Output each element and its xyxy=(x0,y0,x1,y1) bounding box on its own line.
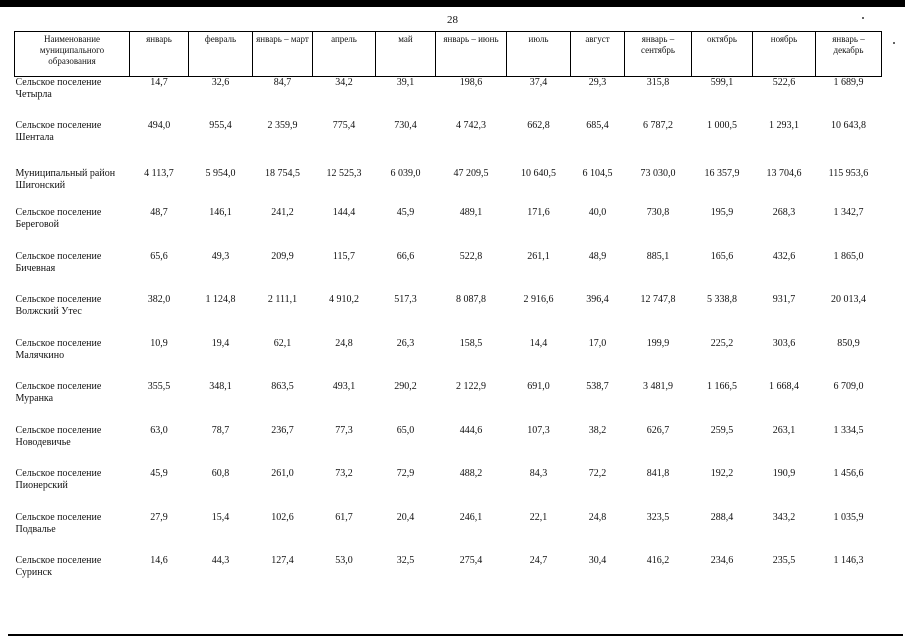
table-row xyxy=(15,338,882,382)
value-cell: 1 035,9 xyxy=(833,511,864,523)
value-cell: 62,1 xyxy=(273,337,292,349)
value-cell: 382,0 xyxy=(147,294,171,305)
column-header: январь xyxy=(130,32,189,77)
value-cell: 2 122,9 xyxy=(456,381,486,392)
value-cell: 1 146,3 xyxy=(833,555,864,566)
table-row xyxy=(15,164,882,208)
value-cell: 259,5 xyxy=(710,424,734,436)
table-row xyxy=(15,120,882,164)
value-cell: 40,0 xyxy=(588,207,607,218)
value-cell: 691,0 xyxy=(527,381,550,392)
value-cell: 863,5 xyxy=(271,381,294,392)
value-cell: 146,1 xyxy=(209,207,232,218)
value-cell: 20 013,4 xyxy=(831,294,866,305)
value-cell: 246,1 xyxy=(459,511,483,523)
value-cell: 17,0 xyxy=(588,337,607,349)
value-cell: 32,6 xyxy=(211,77,230,88)
value-cell: 209,9 xyxy=(271,250,294,262)
value-cell: 65,0 xyxy=(396,424,415,436)
value-cell: 6 787,2 xyxy=(643,120,673,131)
value-cell: 72,2 xyxy=(588,468,607,479)
row-name-cell: Сельское поселение Четырла xyxy=(15,77,102,100)
row-name-cell: Сельское поселение Волжский Утес xyxy=(15,294,102,317)
value-cell: 2 359,9 xyxy=(267,120,298,131)
value-cell: 261,1 xyxy=(527,250,550,262)
value-cell: 6 709,0 xyxy=(833,381,864,392)
value-cell: 199,9 xyxy=(646,337,670,349)
column-header: август xyxy=(571,32,625,77)
value-cell: 195,9 xyxy=(710,207,734,218)
value-cell: 190,9 xyxy=(772,468,796,479)
value-cell: 198,6 xyxy=(459,77,483,88)
value-cell: 61,7 xyxy=(335,511,353,523)
top-border xyxy=(0,0,905,7)
value-cell: 343,2 xyxy=(772,511,796,523)
value-cell: 494,0 xyxy=(147,120,171,131)
value-cell: 49,3 xyxy=(211,250,230,262)
row-name-cell: Сельское поселение Малячкино xyxy=(15,337,102,361)
value-cell: 48,7 xyxy=(150,207,168,218)
data-table xyxy=(14,31,882,599)
value-cell: 662,8 xyxy=(527,120,550,131)
value-cell: 14,7 xyxy=(150,77,168,88)
value-cell: 29,3 xyxy=(588,77,607,88)
value-cell: 10 640,5 xyxy=(521,167,556,179)
scan-speck xyxy=(862,17,864,19)
value-cell: 73 030,0 xyxy=(640,167,676,179)
value-cell: 2 916,6 xyxy=(523,294,554,305)
value-cell: 730,4 xyxy=(394,120,417,131)
value-cell: 931,7 xyxy=(772,294,796,305)
value-cell: 288,4 xyxy=(710,511,734,523)
value-cell: 53,0 xyxy=(335,555,353,566)
value-cell: 315,8 xyxy=(646,77,670,88)
value-cell: 538,7 xyxy=(586,381,609,392)
value-cell: 45,9 xyxy=(396,207,415,218)
value-cell: 13 704,6 xyxy=(766,167,802,179)
table-row xyxy=(15,207,882,251)
bottom-border xyxy=(8,634,903,636)
table-row xyxy=(15,512,882,556)
value-cell: 66,6 xyxy=(396,250,415,262)
value-cell: 15,4 xyxy=(211,511,230,523)
value-cell: 14,6 xyxy=(150,555,168,566)
value-cell: 885,1 xyxy=(646,250,670,262)
value-cell: 348,1 xyxy=(209,381,232,392)
column-header: январь – март xyxy=(253,32,313,77)
value-cell: 355,5 xyxy=(147,381,171,392)
value-cell: 1 342,7 xyxy=(833,207,864,218)
value-cell: 444,6 xyxy=(459,424,483,436)
value-cell: 32,5 xyxy=(396,555,415,566)
value-cell: 16 357,9 xyxy=(704,167,740,179)
value-cell: 241,2 xyxy=(271,207,294,218)
value-cell: 1 456,6 xyxy=(833,468,864,479)
row-name-cell: Сельское поселение Новодевичье xyxy=(15,424,102,448)
table-row xyxy=(15,77,882,121)
value-cell: 10 643,8 xyxy=(831,120,866,131)
value-cell: 26,3 xyxy=(396,337,415,349)
value-cell: 4 742,3 xyxy=(456,120,486,131)
value-cell: 47 209,5 xyxy=(453,167,489,179)
value-cell: 489,1 xyxy=(459,207,483,218)
table-row xyxy=(15,251,882,295)
table-row xyxy=(15,425,882,469)
column-header: февраль xyxy=(189,32,253,77)
value-cell: 39,1 xyxy=(396,77,415,88)
page-number: 28 xyxy=(447,14,458,26)
row-name-cell: Муниципальный район Шигонский xyxy=(15,167,116,191)
value-cell: 1 334,5 xyxy=(833,424,864,436)
value-cell: 78,7 xyxy=(211,424,230,436)
row-name-cell: Сельское поселение Шентала xyxy=(15,120,102,143)
value-cell: 730,8 xyxy=(646,207,670,218)
row-name-cell: Сельское поселение Пионерский xyxy=(15,468,102,491)
value-cell: 5 954,0 xyxy=(205,167,236,179)
value-cell: 841,8 xyxy=(646,468,670,479)
value-cell: 127,4 xyxy=(271,555,294,566)
value-cell: 158,5 xyxy=(459,337,483,349)
value-cell: 236,7 xyxy=(271,424,294,436)
value-cell: 1 689,9 xyxy=(833,77,864,88)
column-header-name: Наименование муниципального образования xyxy=(15,32,130,77)
value-cell: 522,8 xyxy=(459,250,483,262)
value-cell: 5 338,8 xyxy=(707,294,737,305)
value-cell: 18 754,5 xyxy=(265,167,300,179)
value-cell: 850,9 xyxy=(837,337,860,349)
value-cell: 12 747,8 xyxy=(640,294,676,305)
value-cell: 60,8 xyxy=(211,468,230,479)
value-cell: 626,7 xyxy=(646,424,670,436)
value-cell: 522,6 xyxy=(772,77,796,88)
header-row xyxy=(15,32,882,77)
value-cell: 323,5 xyxy=(646,511,670,523)
value-cell: 65,6 xyxy=(150,250,168,262)
value-cell: 275,4 xyxy=(459,555,483,566)
value-cell: 6 039,0 xyxy=(390,167,421,179)
value-cell: 493,1 xyxy=(332,381,356,392)
table-row xyxy=(15,381,882,425)
value-cell: 4 113,7 xyxy=(144,167,174,179)
value-cell: 115 953,6 xyxy=(828,167,869,179)
value-cell: 488,2 xyxy=(459,468,483,479)
table-body xyxy=(15,77,882,599)
column-header: май xyxy=(376,32,436,77)
value-cell: 1 000,5 xyxy=(707,120,737,131)
value-cell: 8 087,8 xyxy=(456,294,486,305)
value-cell: 165,6 xyxy=(710,250,734,262)
row-name-cell: Сельское поселение Береговой xyxy=(15,207,102,230)
column-header: январь – июнь xyxy=(436,32,507,77)
value-cell: 102,6 xyxy=(271,511,294,523)
column-header: январь – декабрь xyxy=(816,32,882,77)
row-name-cell: Сельское поселение Муранка xyxy=(15,381,102,404)
value-cell: 4 910,2 xyxy=(329,294,359,305)
column-header: ноябрь xyxy=(753,32,816,77)
row-name-cell: Сельское поселение Суринск xyxy=(15,555,102,578)
value-cell: 517,3 xyxy=(394,294,417,305)
column-header: январь – сентябрь xyxy=(625,32,692,77)
value-cell: 107,3 xyxy=(527,424,550,436)
value-cell: 84,7 xyxy=(273,77,292,88)
column-header: апрель xyxy=(313,32,376,77)
value-cell: 599,1 xyxy=(710,77,734,88)
table-row xyxy=(15,468,882,512)
value-cell: 144,4 xyxy=(332,207,356,218)
value-cell: 10,9 xyxy=(150,337,168,349)
value-cell: 955,4 xyxy=(209,120,232,131)
value-cell: 416,2 xyxy=(646,555,670,566)
value-cell: 3 481,9 xyxy=(643,381,673,392)
value-cell: 268,3 xyxy=(772,207,796,218)
value-cell: 73,2 xyxy=(335,468,353,479)
value-cell: 1 166,5 xyxy=(707,381,737,392)
value-cell: 396,4 xyxy=(586,294,609,305)
value-cell: 14,4 xyxy=(529,337,548,349)
value-cell: 261,0 xyxy=(271,468,294,479)
value-cell: 22,1 xyxy=(529,511,548,523)
value-cell: 44,3 xyxy=(211,555,230,566)
value-cell: 34,2 xyxy=(335,77,353,88)
value-cell: 432,6 xyxy=(772,250,796,262)
value-cell: 290,2 xyxy=(394,381,417,392)
value-cell: 84,3 xyxy=(529,468,548,479)
value-cell: 24,8 xyxy=(588,511,607,523)
value-cell: 77,3 xyxy=(335,424,353,436)
value-cell: 24,7 xyxy=(529,555,548,566)
value-cell: 19,4 xyxy=(211,337,230,349)
table-row xyxy=(15,294,882,338)
value-cell: 1 668,4 xyxy=(769,381,799,392)
value-cell: 225,2 xyxy=(710,337,734,349)
value-cell: 1 124,8 xyxy=(205,294,236,305)
value-cell: 24,8 xyxy=(335,337,353,349)
row-name-cell: Сельское поселение Бичевная xyxy=(15,250,102,274)
value-cell: 171,6 xyxy=(527,207,550,218)
value-cell: 192,2 xyxy=(710,468,734,479)
column-header: октябрь xyxy=(692,32,753,77)
value-cell: 48,9 xyxy=(588,250,607,262)
value-cell: 12 525,3 xyxy=(326,167,362,179)
value-cell: 30,4 xyxy=(588,555,607,566)
value-cell: 234,6 xyxy=(710,555,734,566)
value-cell: 263,1 xyxy=(772,424,796,436)
value-cell: 303,6 xyxy=(772,337,796,349)
value-cell: 775,4 xyxy=(332,120,356,131)
value-cell: 6 104,5 xyxy=(582,167,613,179)
value-cell: 685,4 xyxy=(586,120,609,131)
value-cell: 45,9 xyxy=(150,468,168,479)
value-cell: 235,5 xyxy=(772,555,796,566)
value-cell: 72,9 xyxy=(396,468,415,479)
value-cell: 115,7 xyxy=(332,250,356,262)
value-cell: 1 865,0 xyxy=(833,250,864,262)
value-cell: 38,2 xyxy=(588,424,607,436)
value-cell: 37,4 xyxy=(529,77,548,88)
value-cell: 2 111,1 xyxy=(267,294,298,305)
value-cell: 20,4 xyxy=(396,511,415,523)
column-header: июль xyxy=(507,32,571,77)
value-cell: 1 293,1 xyxy=(769,120,799,131)
row-name-cell: Сельское поселение Подвалье xyxy=(15,511,102,535)
value-cell: 63,0 xyxy=(150,424,168,436)
table-row xyxy=(15,555,882,599)
scan-speck xyxy=(893,42,895,44)
value-cell: 27,9 xyxy=(150,511,168,523)
